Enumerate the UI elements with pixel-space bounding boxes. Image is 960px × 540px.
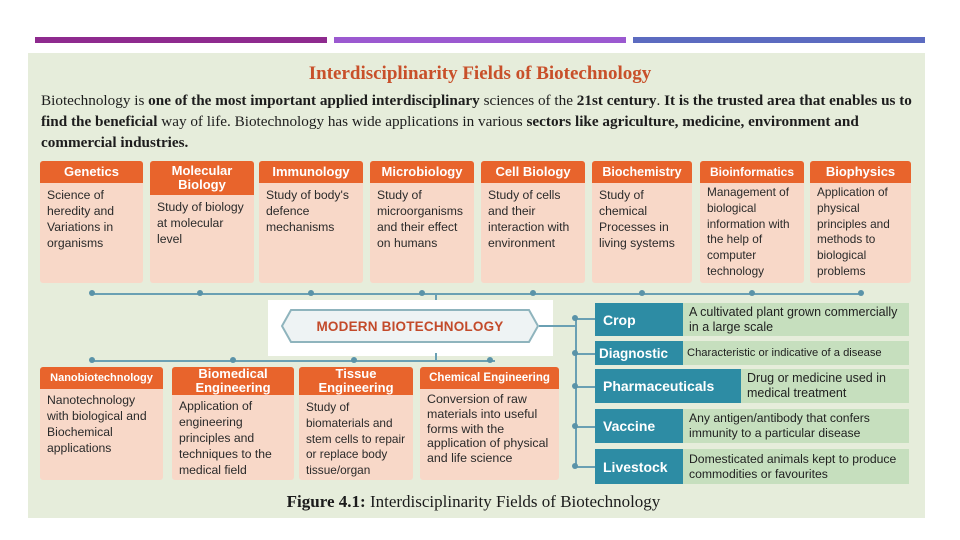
application-definition-diagnostic: Characteristic or indicative of a disease	[683, 341, 909, 365]
connector-dot	[572, 463, 578, 469]
intro-text-5: .	[656, 92, 665, 109]
field-title: Immunology	[259, 161, 363, 183]
intro-text-7: way of life. Biotechnology has wide applications in various	[157, 113, 527, 130]
field-description: Study of chemical Processes in living systems	[599, 188, 675, 250]
connector-dot	[308, 290, 314, 296]
field-title: Biochemistry	[592, 161, 692, 183]
field-title: Nanobiotechnology	[40, 367, 163, 389]
connector-dot	[858, 290, 864, 296]
application-term-livestock: Livestock	[595, 449, 683, 484]
intro-text-8: sectors like agriculture, medicine, environment and commercial industries.	[41, 113, 859, 151]
branch-line	[575, 353, 595, 355]
field-description: Management of biological information with the help of computer technology	[707, 185, 790, 278]
application-term-crop: Crop	[595, 303, 683, 336]
top-connector-line	[92, 293, 861, 295]
field-title: Molecular Biology	[150, 161, 254, 195]
right-connector-spine	[575, 318, 577, 466]
field-card-bioinformatics	[700, 161, 804, 283]
field-card-tissue-engineering	[299, 367, 413, 480]
connector-dot	[572, 383, 578, 389]
branch-line	[575, 318, 595, 320]
application-term-vaccine: Vaccine	[595, 409, 683, 443]
accent-bar-3	[633, 37, 925, 43]
field-card-biomedical-engineering	[172, 367, 294, 480]
bottom-connector-line	[92, 360, 495, 362]
connector-dot	[572, 350, 578, 356]
field-description: Application of engineering principles and techniques to the medical field	[179, 399, 272, 477]
branch-line	[575, 386, 595, 388]
accent-bar-2	[334, 37, 626, 43]
field-title: Microbiology	[370, 161, 474, 183]
field-description: Study of microorganisms and their effect on humans	[377, 188, 464, 250]
connector-dot	[197, 290, 203, 296]
field-card-biochemistry	[592, 161, 692, 283]
connector-dot	[89, 290, 95, 296]
field-description: Conversion of raw materials into useful forms with the application of physical and life science	[427, 392, 549, 466]
intro-text-1: Biotechnology is	[41, 92, 149, 109]
field-title: Genetics	[40, 161, 143, 183]
field-description: Science of heredity and Variations in organisms	[47, 188, 115, 250]
field-card-nanobiotechnology	[40, 367, 163, 480]
intro-text-6: It is the trusted area that enables us to find the beneficial	[41, 92, 912, 130]
field-description: Nanotechnology with biological and Biochemical applications	[47, 393, 147, 455]
intro-text-3: sciences of the	[479, 92, 577, 109]
field-description: Study of cells and their interaction with environment	[488, 188, 570, 250]
connector-dot	[749, 290, 755, 296]
figure-title: Interdisciplinarity Fields of Biotechnology	[308, 63, 652, 84]
field-description: Study of biology at molecular level	[157, 200, 244, 246]
figure-caption	[0, 492, 947, 512]
field-card-molecular-biology	[150, 161, 254, 283]
branch-line	[575, 426, 595, 428]
caption-label: Figure 4.1:	[286, 492, 366, 511]
connector-dot	[351, 357, 357, 363]
connector-dot	[487, 357, 493, 363]
application-definition-vaccine: Any antigen/antibody that confers immunity to a particular disease	[683, 409, 909, 443]
field-card-cell-biology	[481, 161, 585, 283]
field-title: Biomedical Engineering	[172, 367, 294, 395]
connector-dot	[419, 290, 425, 296]
application-definition-pharmaceuticals: Drug or medicine used in medical treatment	[741, 369, 909, 403]
field-title: Bioinformatics	[700, 161, 804, 183]
field-title: Tissue Engineering	[299, 367, 413, 395]
field-title: Biophysics	[810, 161, 911, 183]
right-connector-line	[539, 325, 576, 327]
connector-dot	[572, 423, 578, 429]
accent-bar-1	[35, 37, 327, 43]
field-card-biophysics	[810, 161, 911, 283]
field-title: Cell Biology	[481, 161, 585, 183]
application-term-diagnostic: Diagnostic	[595, 341, 683, 365]
field-description: Study of biomaterials and stem cells to repair or replace body tissue/organ	[306, 400, 405, 478]
field-card-chemical-engineering	[420, 367, 559, 480]
field-description: Study of body's defence mechanisms	[266, 188, 349, 234]
intro-text-2: one of the most important applied interdisciplinary	[148, 92, 480, 109]
field-card-genetics	[40, 161, 143, 283]
field-description: Application of physical principles and methods to biological problems	[817, 185, 890, 278]
field-title: Chemical Engineering	[420, 367, 559, 389]
intro-paragraph	[41, 90, 913, 153]
center-label: MODERN BIOTECHNOLOGY	[316, 318, 504, 334]
connector-dot	[89, 357, 95, 363]
connector-dot	[639, 290, 645, 296]
intro-text-4: 21st century	[576, 92, 657, 109]
application-term-pharmaceuticals: Pharmaceuticals	[595, 369, 741, 403]
connector-dot	[572, 315, 578, 321]
branch-line	[575, 466, 595, 468]
field-card-immunology	[259, 161, 363, 283]
field-card-microbiology	[370, 161, 474, 283]
application-definition-livestock: Domesticated animals kept to produce commodities or favourites	[683, 449, 909, 484]
caption-text: Interdisciplinarity Fields of Biotechnology	[365, 492, 661, 511]
connector-dot	[530, 290, 536, 296]
application-definition-crop: A cultivated plant grown commercially in a large scale	[683, 303, 909, 336]
connector-dot	[230, 357, 236, 363]
